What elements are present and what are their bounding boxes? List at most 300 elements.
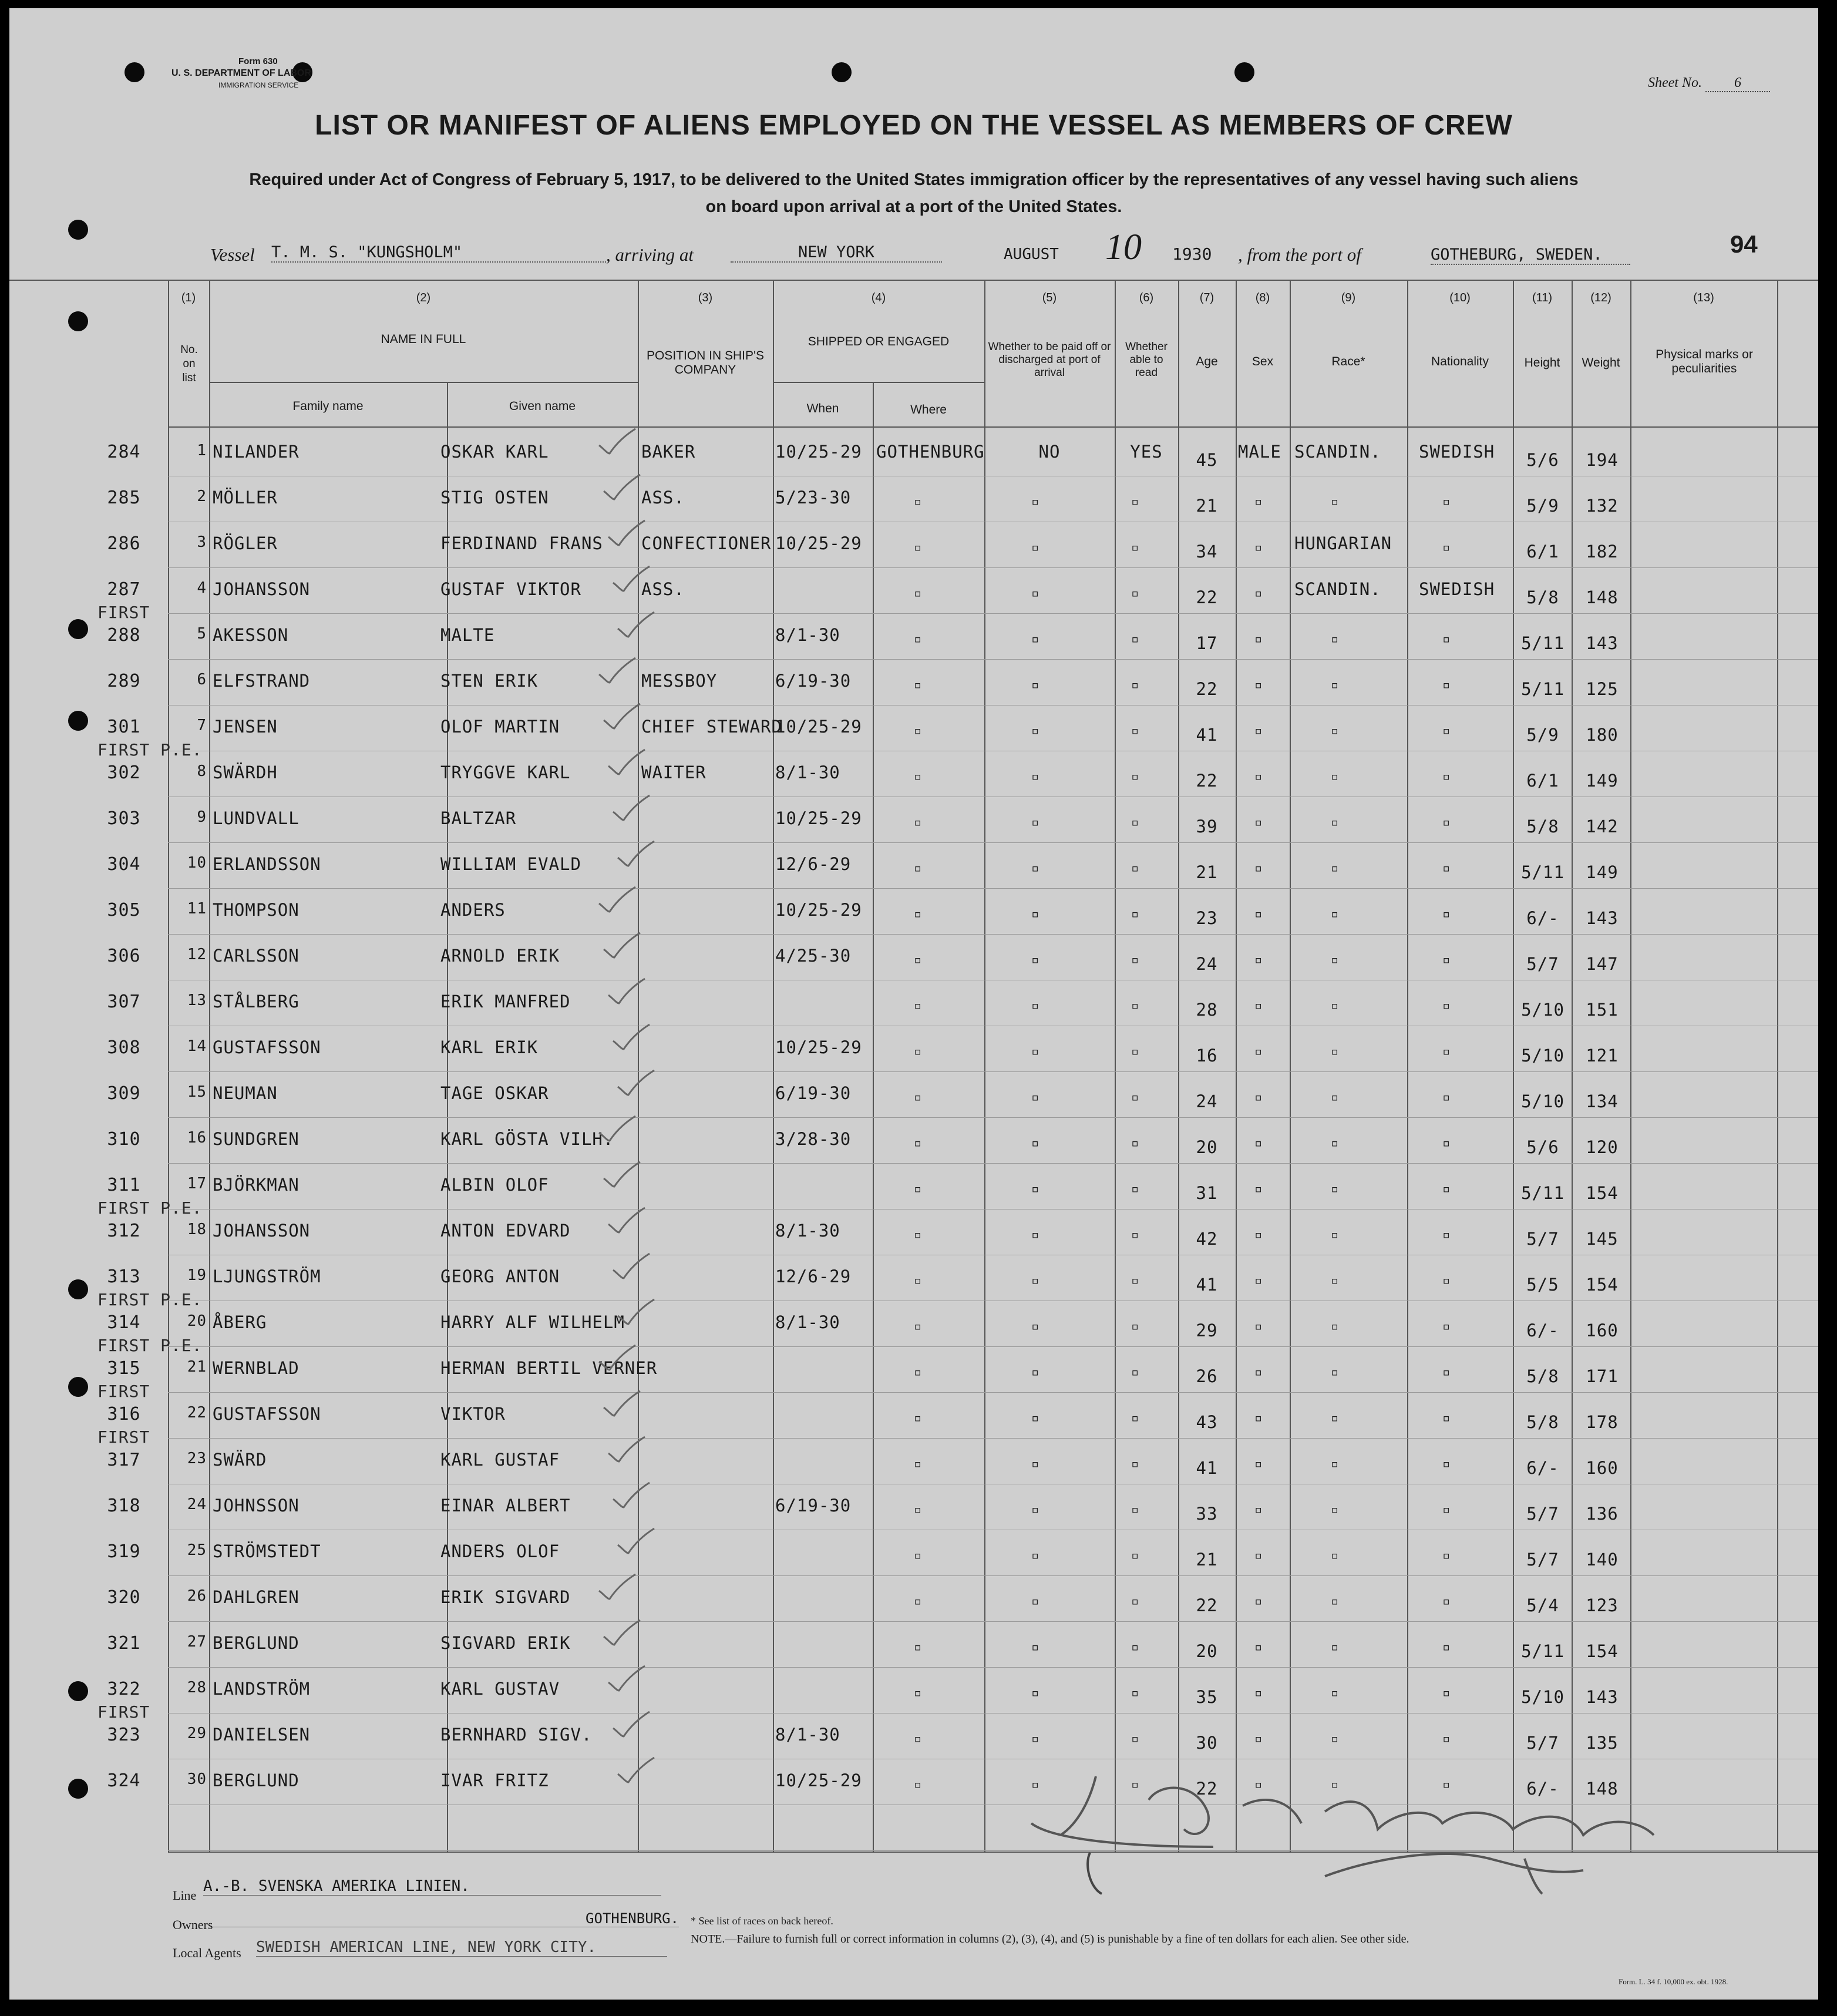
punch-hole xyxy=(68,220,88,240)
height: 5/10 xyxy=(1521,1687,1565,1707)
ditto-mark: ▫ xyxy=(1254,1457,1263,1471)
row-number: 17 xyxy=(187,1175,207,1192)
header-sex: Sex xyxy=(1251,355,1274,368)
ditto-mark: ▫ xyxy=(1442,815,1451,830)
margin-number: 302 xyxy=(107,762,141,783)
weight: 147 xyxy=(1586,954,1619,974)
shipped-when: 6/19-30 xyxy=(775,1083,852,1103)
ditto-mark: ▫ xyxy=(1031,1457,1039,1471)
col-divider xyxy=(1115,280,1116,1852)
family-name: STRÖMSTEDT xyxy=(213,1541,321,1561)
ditto-mark: ▫ xyxy=(1442,1594,1451,1609)
ditto-mark: ▫ xyxy=(914,1365,922,1380)
position: CHIEF STEWARD xyxy=(641,717,782,737)
row-number: 9 xyxy=(197,808,207,826)
ditto-mark: ▫ xyxy=(1131,1228,1139,1242)
margin-number: 315 xyxy=(107,1358,141,1379)
ditto-mark: ▫ xyxy=(1331,861,1339,876)
family-name: JOHANSSON xyxy=(213,1221,311,1241)
col-divider xyxy=(1777,280,1778,1852)
from-port-label: , from the port of xyxy=(1238,244,1361,265)
row-rule xyxy=(168,1117,1818,1118)
col-divider xyxy=(209,280,210,1852)
row-number: 20 xyxy=(187,1312,207,1330)
row-number: 8 xyxy=(197,762,207,780)
shipped-when: 3/28-30 xyxy=(775,1129,852,1149)
row-number: 10 xyxy=(187,854,207,872)
margin-number: 286 xyxy=(107,533,141,554)
arriving-label: , arriving at xyxy=(606,244,694,265)
sex: MALE xyxy=(1238,442,1281,462)
footer-form-number: Form. L. 34 f. 10,000 ex. obt. 1928. xyxy=(1619,1977,1728,1986)
ditto-mark: ▫ xyxy=(1442,907,1451,922)
position: BAKER xyxy=(641,442,696,462)
ditto-mark: ▫ xyxy=(1331,1594,1339,1609)
ditto-mark: ▫ xyxy=(1331,815,1339,830)
given-name: BERNHARD SIGV. xyxy=(440,1725,593,1745)
ditto-mark: ▫ xyxy=(1442,495,1451,509)
row-rule xyxy=(168,1346,1818,1347)
age: 29 xyxy=(1196,1321,1218,1340)
ditto-mark: ▫ xyxy=(1131,1044,1139,1059)
shipped-when: 10/25-29 xyxy=(775,808,862,828)
header-able-to-read: Whether able to read xyxy=(1125,341,1168,379)
family-name: WERNBLAD xyxy=(213,1358,300,1378)
margin-number: 308 xyxy=(107,1037,141,1058)
header-age: Age xyxy=(1196,355,1218,368)
punch-hole xyxy=(68,311,88,331)
ditto-mark: ▫ xyxy=(1131,1503,1139,1517)
age: 43 xyxy=(1196,1412,1218,1432)
table-top-rule xyxy=(9,280,1818,281)
height: 5/11 xyxy=(1521,1641,1565,1661)
ditto-mark: ▫ xyxy=(914,1274,922,1288)
age: 21 xyxy=(1196,496,1218,516)
ditto-mark: ▫ xyxy=(1131,1732,1139,1746)
race: SCANDIN. xyxy=(1294,442,1381,462)
height: 5/11 xyxy=(1521,679,1565,699)
ditto-mark: ▫ xyxy=(1131,540,1139,555)
ditto-mark: ▫ xyxy=(1254,1136,1263,1151)
check-mark-icon xyxy=(606,1665,647,1692)
ditto-mark: ▫ xyxy=(1031,1090,1039,1105)
height: 5/8 xyxy=(1526,817,1559,836)
ditto-mark: ▫ xyxy=(914,1319,922,1334)
row-number: 6 xyxy=(197,671,207,688)
age: 24 xyxy=(1196,1091,1218,1111)
age: 39 xyxy=(1196,817,1218,836)
ditto-mark: ▫ xyxy=(1131,907,1139,922)
check-mark-icon xyxy=(606,1207,647,1234)
ditto-mark: ▫ xyxy=(1331,1640,1339,1655)
margin-number: 285 xyxy=(107,488,141,508)
ditto-mark: ▫ xyxy=(1331,1411,1339,1426)
height: 6/- xyxy=(1526,1321,1559,1340)
punch-hole xyxy=(68,619,88,639)
family-name: JOHANSSON xyxy=(213,579,311,599)
margin-number: 314 xyxy=(107,1312,141,1333)
ditto-mark: ▫ xyxy=(914,1411,922,1426)
ditto-mark: ▫ xyxy=(1442,1548,1451,1563)
ditto-mark: ▫ xyxy=(1331,1365,1339,1380)
height: 5/7 xyxy=(1526,1733,1559,1753)
able-to-read: YES xyxy=(1130,442,1163,462)
punch-hole xyxy=(68,711,88,731)
given-name: SIGVARD ERIK xyxy=(440,1633,571,1653)
position: WAITER xyxy=(641,762,706,782)
ditto-mark: ▫ xyxy=(1131,678,1139,693)
ditto-mark: ▫ xyxy=(1254,678,1263,693)
arrival-year: 1930 xyxy=(1172,244,1212,264)
height: 5/5 xyxy=(1526,1275,1559,1295)
weight: 121 xyxy=(1586,1046,1619,1066)
ditto-mark: ▫ xyxy=(1131,1182,1139,1197)
check-mark-icon xyxy=(615,1756,657,1783)
height: 6/- xyxy=(1526,1779,1559,1799)
row-number: 19 xyxy=(187,1266,207,1284)
family-name: STÅLBERG xyxy=(213,992,300,1012)
ditto-mark: ▫ xyxy=(1031,1778,1039,1792)
col-num-11: (11) xyxy=(1532,291,1553,304)
age: 17 xyxy=(1196,633,1218,653)
weight: 160 xyxy=(1586,1321,1619,1340)
age: 41 xyxy=(1196,1458,1218,1478)
header-family-name: Family name xyxy=(292,399,364,413)
ditto-mark: ▫ xyxy=(1031,815,1039,830)
height: 6/- xyxy=(1526,1458,1559,1478)
ditto-mark: ▫ xyxy=(1254,770,1263,784)
margin-number: 317 xyxy=(107,1450,141,1470)
inspector-signature xyxy=(1020,1759,1677,1900)
ditto-mark: ▫ xyxy=(914,1182,922,1197)
col-num-2: (2) xyxy=(416,291,431,304)
weight: 135 xyxy=(1586,1733,1619,1753)
ditto-mark: ▫ xyxy=(1331,1044,1339,1059)
height: 5/10 xyxy=(1521,1091,1565,1111)
family-name: BERGLUND xyxy=(213,1633,300,1653)
height: 5/4 xyxy=(1526,1595,1559,1615)
given-name: KARL ERIK xyxy=(440,1037,539,1057)
ditto-mark: ▫ xyxy=(1442,1274,1451,1288)
ditto-mark: ▫ xyxy=(1442,770,1451,784)
header-weight: Weight xyxy=(1582,356,1620,369)
age: 41 xyxy=(1196,725,1218,745)
ditto-mark: ▫ xyxy=(914,1136,922,1151)
shipped-when: 6/19-30 xyxy=(775,1496,852,1516)
ditto-mark: ▫ xyxy=(1254,1732,1263,1746)
row-number: 14 xyxy=(187,1037,207,1055)
header-nationality: Nationality xyxy=(1431,355,1489,368)
age: 45 xyxy=(1196,450,1218,470)
age: 35 xyxy=(1196,1687,1218,1707)
family-name: JENSEN xyxy=(213,717,278,737)
row-rule xyxy=(168,1438,1818,1439)
row-number: 28 xyxy=(187,1679,207,1696)
family-name: SWÄRD xyxy=(213,1450,267,1470)
row-number: 5 xyxy=(197,625,207,643)
weight: 145 xyxy=(1586,1229,1619,1249)
ditto-mark: ▫ xyxy=(1442,1640,1451,1655)
col-divider xyxy=(638,280,639,1852)
punch-hole xyxy=(832,62,852,82)
check-mark-icon xyxy=(601,932,642,959)
shipped-when: 12/6-29 xyxy=(775,854,852,874)
col-divider xyxy=(447,382,448,1852)
shipped-subheader-rule xyxy=(773,382,984,383)
weight: 180 xyxy=(1586,725,1619,745)
weight: 148 xyxy=(1586,1779,1619,1799)
ditto-mark: ▫ xyxy=(1442,1411,1451,1426)
punch-hole xyxy=(1234,62,1254,82)
ditto-mark: ▫ xyxy=(1254,1090,1263,1105)
service-name: IMMIGRATION SERVICE xyxy=(218,81,299,89)
age: 22 xyxy=(1196,1779,1218,1799)
row-number: 25 xyxy=(187,1541,207,1559)
header-when: When xyxy=(806,402,839,415)
ditto-mark: ▫ xyxy=(1442,1778,1451,1792)
given-name: KARL GÖSTA VILH. xyxy=(440,1129,614,1149)
age: 26 xyxy=(1196,1366,1218,1386)
given-name: OSKAR KARL xyxy=(440,442,549,462)
check-mark-icon xyxy=(615,611,657,638)
form-subtitle-2: on board upon arrival at a port of the United States. xyxy=(705,197,1122,216)
row-rule xyxy=(168,1667,1818,1668)
punch-hole xyxy=(68,1377,88,1397)
ditto-mark: ▫ xyxy=(1331,1548,1339,1563)
col-divider xyxy=(168,280,169,1852)
col-num-12: (12) xyxy=(1590,291,1611,304)
shipped-when: 4/25-30 xyxy=(775,946,852,966)
height: 5/10 xyxy=(1521,1046,1565,1066)
row-rule xyxy=(168,1163,1818,1164)
col-divider xyxy=(1290,280,1291,1852)
weight: 143 xyxy=(1586,633,1619,653)
given-name: VIKTOR xyxy=(440,1404,506,1424)
ditto-mark: ▫ xyxy=(1331,1686,1339,1701)
ditto-mark: ▫ xyxy=(914,540,922,555)
given-name: FERDINAND FRANS xyxy=(440,533,603,553)
arrival-port: NEW YORK xyxy=(731,243,942,263)
crew-class-note: FIRST P.E. xyxy=(97,1290,203,1309)
page-mark: 94 xyxy=(1730,230,1758,258)
weight: 123 xyxy=(1586,1595,1619,1615)
position: CONFECTIONER xyxy=(641,533,772,553)
given-name: HERMAN BERTIL VERNER xyxy=(440,1358,658,1378)
given-name: HARRY ALF WILHELM xyxy=(440,1312,625,1332)
check-mark-icon xyxy=(611,794,652,821)
weight: 182 xyxy=(1586,542,1619,562)
row-number: 2 xyxy=(197,488,207,505)
height: 5/9 xyxy=(1526,725,1559,745)
ditto-mark: ▫ xyxy=(1031,861,1039,876)
shipped-when: 6/19-30 xyxy=(775,671,852,691)
line-label: Line xyxy=(173,1888,197,1903)
ditto-mark: ▫ xyxy=(914,586,922,601)
crew-class-note: FIRST xyxy=(97,1427,150,1447)
ditto-mark: ▫ xyxy=(1442,1319,1451,1334)
row-number: 22 xyxy=(187,1404,207,1422)
shipped-when: 8/1-30 xyxy=(775,1221,840,1241)
given-name: ANDERS OLOF xyxy=(440,1541,560,1561)
shipped-when: 8/1-30 xyxy=(775,1312,840,1332)
ditto-mark: ▫ xyxy=(1254,999,1263,1013)
ditto-mark: ▫ xyxy=(1254,632,1263,647)
weight: 136 xyxy=(1586,1504,1619,1524)
weight: 142 xyxy=(1586,817,1619,836)
ditto-mark: ▫ xyxy=(1331,770,1339,784)
ditto-mark: ▫ xyxy=(1442,1457,1451,1471)
margin-number: 309 xyxy=(107,1083,141,1104)
form-title: LIST OR MANIFEST OF ALIENS EMPLOYED ON THE VESSEL AS MEMBERS OF CREW xyxy=(315,110,1513,141)
height: 6/1 xyxy=(1526,542,1559,562)
family-name: DAHLGREN xyxy=(213,1587,300,1607)
ditto-mark: ▫ xyxy=(1254,1778,1263,1792)
ditto-mark: ▫ xyxy=(914,724,922,738)
ditto-mark: ▫ xyxy=(1442,724,1451,738)
margin-number: 307 xyxy=(107,992,141,1012)
ditto-mark: ▫ xyxy=(1031,1411,1039,1426)
col-num-4: (4) xyxy=(871,291,886,304)
margin-number: 287 xyxy=(107,579,141,600)
ditto-mark: ▫ xyxy=(1131,1319,1139,1334)
row-number: 1 xyxy=(197,442,207,459)
check-mark-icon xyxy=(606,977,647,1004)
nationality: SWEDISH xyxy=(1419,579,1495,599)
ditto-mark: ▫ xyxy=(1254,1274,1263,1288)
paid-off: NO xyxy=(1038,442,1061,462)
given-name: WILLIAM EVALD xyxy=(440,854,581,874)
ditto-mark: ▫ xyxy=(1254,1548,1263,1563)
ditto-mark: ▫ xyxy=(1442,1732,1451,1746)
row-number: 27 xyxy=(187,1633,207,1651)
ditto-mark: ▫ xyxy=(914,1594,922,1609)
height: 5/7 xyxy=(1526,1504,1559,1524)
agents-label: Local Agents xyxy=(173,1946,241,1960)
ditto-mark: ▫ xyxy=(1442,540,1451,555)
family-name: JOHNSSON xyxy=(213,1496,300,1516)
weight: 154 xyxy=(1586,1641,1619,1661)
arrival-month: AUGUST xyxy=(1004,246,1059,263)
col-divider xyxy=(1407,280,1408,1852)
given-name: IVAR FRITZ xyxy=(440,1770,549,1790)
given-name: MALTE xyxy=(440,625,495,645)
ditto-mark: ▫ xyxy=(1331,495,1339,509)
ditto-mark: ▫ xyxy=(1442,1182,1451,1197)
header-position: POSITION IN SHIP'S COMPANY xyxy=(646,349,765,377)
vessel-label: Vessel xyxy=(210,244,255,265)
weight: 194 xyxy=(1586,450,1619,470)
ditto-mark: ▫ xyxy=(1254,1044,1263,1059)
ditto-mark: ▫ xyxy=(1031,1548,1039,1563)
row-number: 7 xyxy=(197,717,207,734)
margin-number: 323 xyxy=(107,1725,141,1745)
row-rule xyxy=(168,613,1818,614)
row-number: 3 xyxy=(197,533,207,551)
family-name: SWÄRDH xyxy=(213,762,278,782)
family-name: MÖLLER xyxy=(213,488,278,508)
ditto-mark: ▫ xyxy=(1442,861,1451,876)
check-mark-icon xyxy=(615,1298,657,1325)
ditto-mark: ▫ xyxy=(1331,1136,1339,1151)
ditto-mark: ▫ xyxy=(1131,953,1139,967)
given-name: BALTZAR xyxy=(440,808,517,828)
ditto-mark: ▫ xyxy=(1254,1182,1263,1197)
ditto-mark: ▫ xyxy=(1031,632,1039,647)
height: 5/9 xyxy=(1526,496,1559,516)
ditto-mark: ▫ xyxy=(1031,1274,1039,1288)
weight: 154 xyxy=(1586,1183,1619,1203)
ditto-mark: ▫ xyxy=(1254,953,1263,967)
ditto-mark: ▫ xyxy=(1131,815,1139,830)
col-num-8: (8) xyxy=(1255,291,1270,304)
margin-number: 305 xyxy=(107,900,141,920)
ditto-mark: ▫ xyxy=(1131,586,1139,601)
row-number: 29 xyxy=(187,1725,207,1742)
weight: 148 xyxy=(1586,587,1619,607)
check-mark-icon xyxy=(601,1390,642,1417)
ditto-mark: ▫ xyxy=(1331,1503,1339,1517)
race-note: * See list of races on back hereof. xyxy=(691,1915,833,1927)
ditto-mark: ▫ xyxy=(1331,1778,1339,1792)
ditto-mark: ▫ xyxy=(1031,1044,1039,1059)
age: 41 xyxy=(1196,1275,1218,1295)
arrival-day: 10 xyxy=(1105,227,1142,267)
family-name: ELFSTRAND xyxy=(213,671,311,691)
margin-number: 319 xyxy=(107,1541,141,1562)
ditto-mark: ▫ xyxy=(1131,1594,1139,1609)
ditto-mark: ▫ xyxy=(1331,678,1339,693)
check-mark-icon xyxy=(611,1023,652,1050)
check-mark-icon xyxy=(611,565,652,592)
shipped-when: 10/25-29 xyxy=(775,442,862,462)
ditto-mark: ▫ xyxy=(1331,632,1339,647)
ditto-mark: ▫ xyxy=(1131,1686,1139,1701)
shipped-when: 8/1-30 xyxy=(775,762,840,782)
check-mark-icon xyxy=(606,519,647,546)
ditto-mark: ▫ xyxy=(1331,1228,1339,1242)
row-number: 12 xyxy=(187,946,207,963)
row-number: 18 xyxy=(187,1221,207,1238)
given-name: TAGE OSKAR xyxy=(440,1083,549,1103)
col-num-5: (5) xyxy=(1042,291,1057,304)
weight: 149 xyxy=(1586,771,1619,791)
age: 24 xyxy=(1196,954,1218,974)
margin-number: 316 xyxy=(107,1404,141,1424)
check-mark-icon xyxy=(615,1527,657,1554)
ditto-mark: ▫ xyxy=(1031,953,1039,967)
age: 30 xyxy=(1196,1733,1218,1753)
ditto-mark: ▫ xyxy=(1131,495,1139,509)
ditto-mark: ▫ xyxy=(1031,1594,1039,1609)
row-rule xyxy=(168,1621,1818,1622)
family-name: THOMPSON xyxy=(213,900,300,920)
sheet-number: 6 xyxy=(1705,75,1770,92)
header-where: Where xyxy=(910,403,947,416)
ditto-mark: ▫ xyxy=(1031,1686,1039,1701)
name-subheader-rule xyxy=(209,382,638,383)
weight: 160 xyxy=(1586,1458,1619,1478)
shipped-when: 10/25-29 xyxy=(775,1037,862,1057)
ditto-mark: ▫ xyxy=(1331,1732,1339,1746)
age: 20 xyxy=(1196,1641,1218,1661)
ditto-mark: ▫ xyxy=(1031,1732,1039,1746)
check-mark-icon xyxy=(597,428,638,455)
ditto-mark: ▫ xyxy=(1331,907,1339,922)
row-number: 30 xyxy=(187,1770,207,1788)
ditto-mark: ▫ xyxy=(1331,1319,1339,1334)
header-name-in-full: NAME IN FULL xyxy=(381,332,466,346)
height: 5/8 xyxy=(1526,587,1559,607)
